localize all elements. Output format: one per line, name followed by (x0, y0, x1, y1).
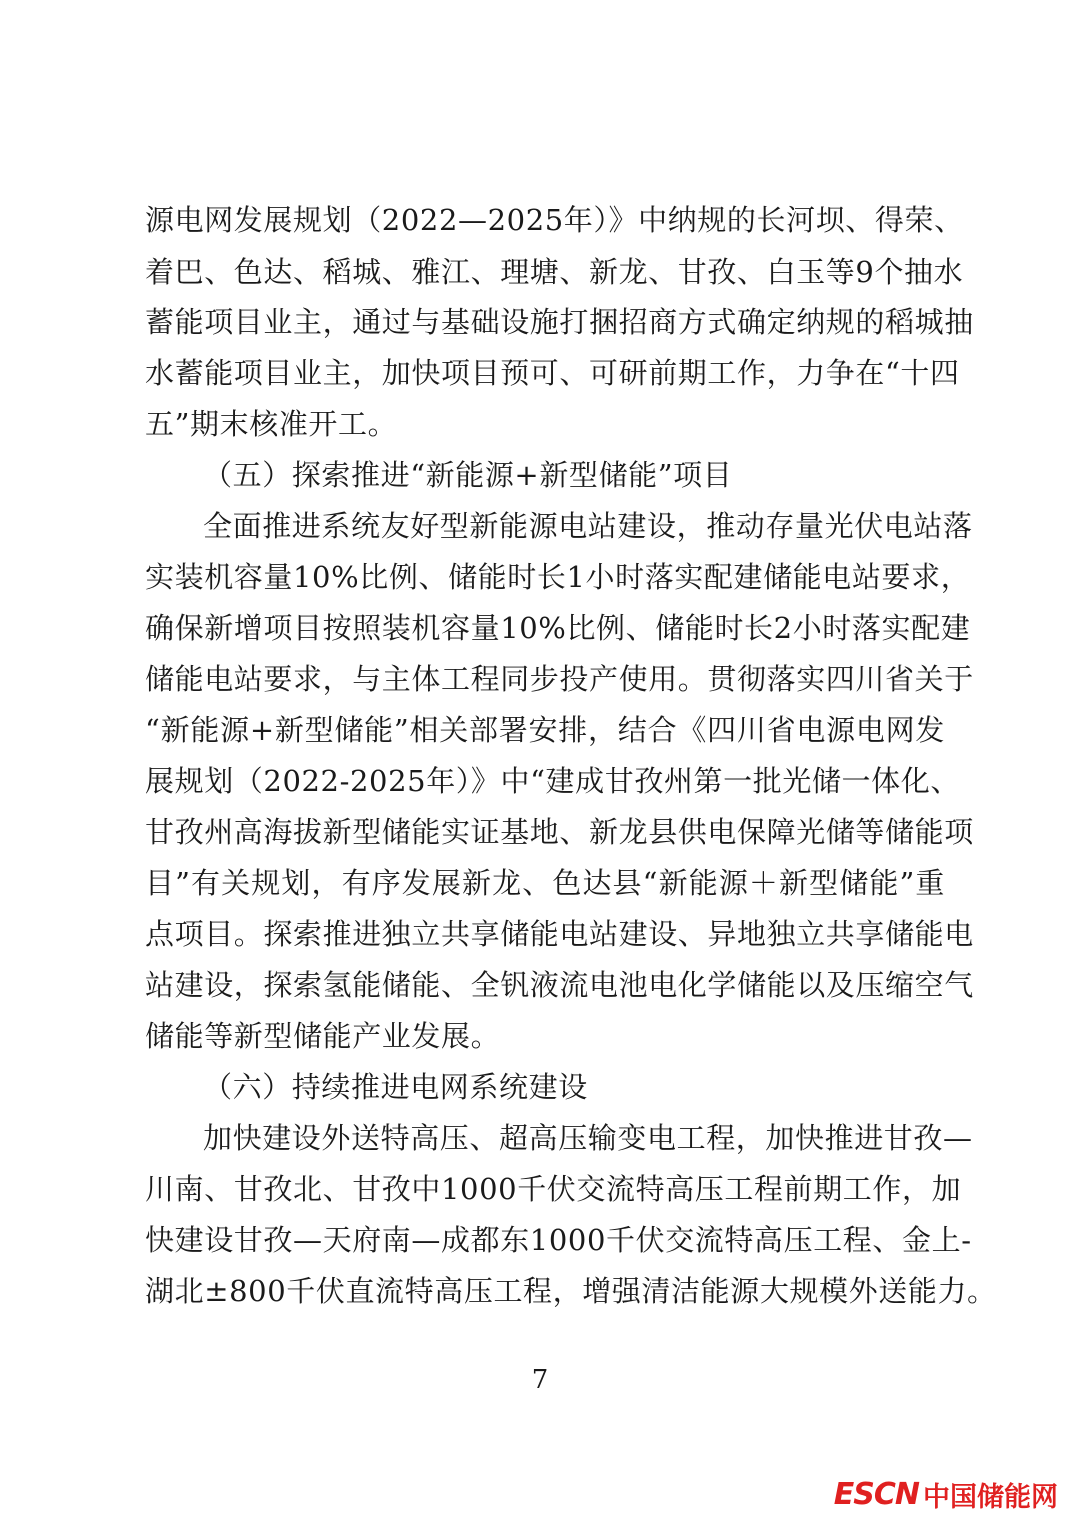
body-text-line: 展规划（2022-2025年）》中“建成甘孜州第一批光储一体化、 (145, 764, 960, 798)
body-text-line: “新能源+新型储能”相关部署安排，结合《四川省电源电网发 (145, 713, 945, 747)
body-text-line: 站建设，探索氢能储能、全钒液流电池电化学储能以及压缩空气 (145, 968, 974, 1002)
body-text-line: 源电网发展规划（2022—2025年）》中纳规的长河坝、得荣、 (145, 203, 964, 237)
body-text-line: 蓄能项目业主，通过与基础设施打捆招商方式确定纳规的稻城抽 (145, 305, 974, 339)
section-heading: （五）探索推进“新能源+新型储能”项目 (203, 458, 733, 492)
body-text-line: 五”期末核准开工。 (145, 407, 398, 441)
body-text-line: 全面推进系统友好型新能源电站建设，推动存量光伏电站落 (203, 509, 973, 543)
body-text-line: 加快建设外送特高压、超高压输变电工程，加快推进甘孜— (203, 1121, 973, 1155)
body-text-line: 水蓄能项目业主，加快项目预可、可研前期工作，力争在“十四 (145, 356, 960, 390)
body-text-line: 川南、甘孜北、甘孜中1000千伏交流特高压工程前期工作，加 (145, 1172, 962, 1206)
body-text-line: 湖北±800千伏直流特高压工程，增强清洁能源大规模外送能力。 (145, 1274, 997, 1308)
watermark-latin-text: ESCN (833, 1476, 919, 1512)
body-text-line: 点项目。探索推进独立共享储能电站建设、异地独立共享储能电 (145, 917, 974, 951)
body-text-line: 快建设甘孜—天府南—成都东1000千伏交流特高压工程、金上- (145, 1223, 972, 1257)
body-text-line: 储能电站要求，与主体工程同步投产使用。贯彻落实四川省关于 (145, 662, 974, 696)
body-text-line: 实装机容量10%比例、储能时长1小时落实配建储能电站要求， (145, 560, 971, 594)
body-text-line: 确保新增项目按照装机容量10%比例、储能时长2小时落实配建 (145, 611, 971, 645)
section-heading: （六）持续推进电网系统建设 (203, 1070, 588, 1104)
body-text-line: 储能等新型储能产业发展。 (145, 1019, 501, 1053)
body-text-line: 着巴、色达、稻城、雅江、理塘、新龙、甘孜、白玉等9个抽水 (145, 255, 964, 289)
body-text-line: 目”有关规划，有序发展新龙、色达县“新能源＋新型储能”重 (145, 866, 945, 900)
body-text-line: 甘孜州高海拔新型储能实证基地、新龙县供电保障光储等储能项 (145, 815, 974, 849)
page-number: 7 (531, 1365, 549, 1395)
escn-watermark-logo (834, 1477, 1058, 1511)
watermark-chinese-text: 中国储能网 (923, 1481, 1058, 1513)
